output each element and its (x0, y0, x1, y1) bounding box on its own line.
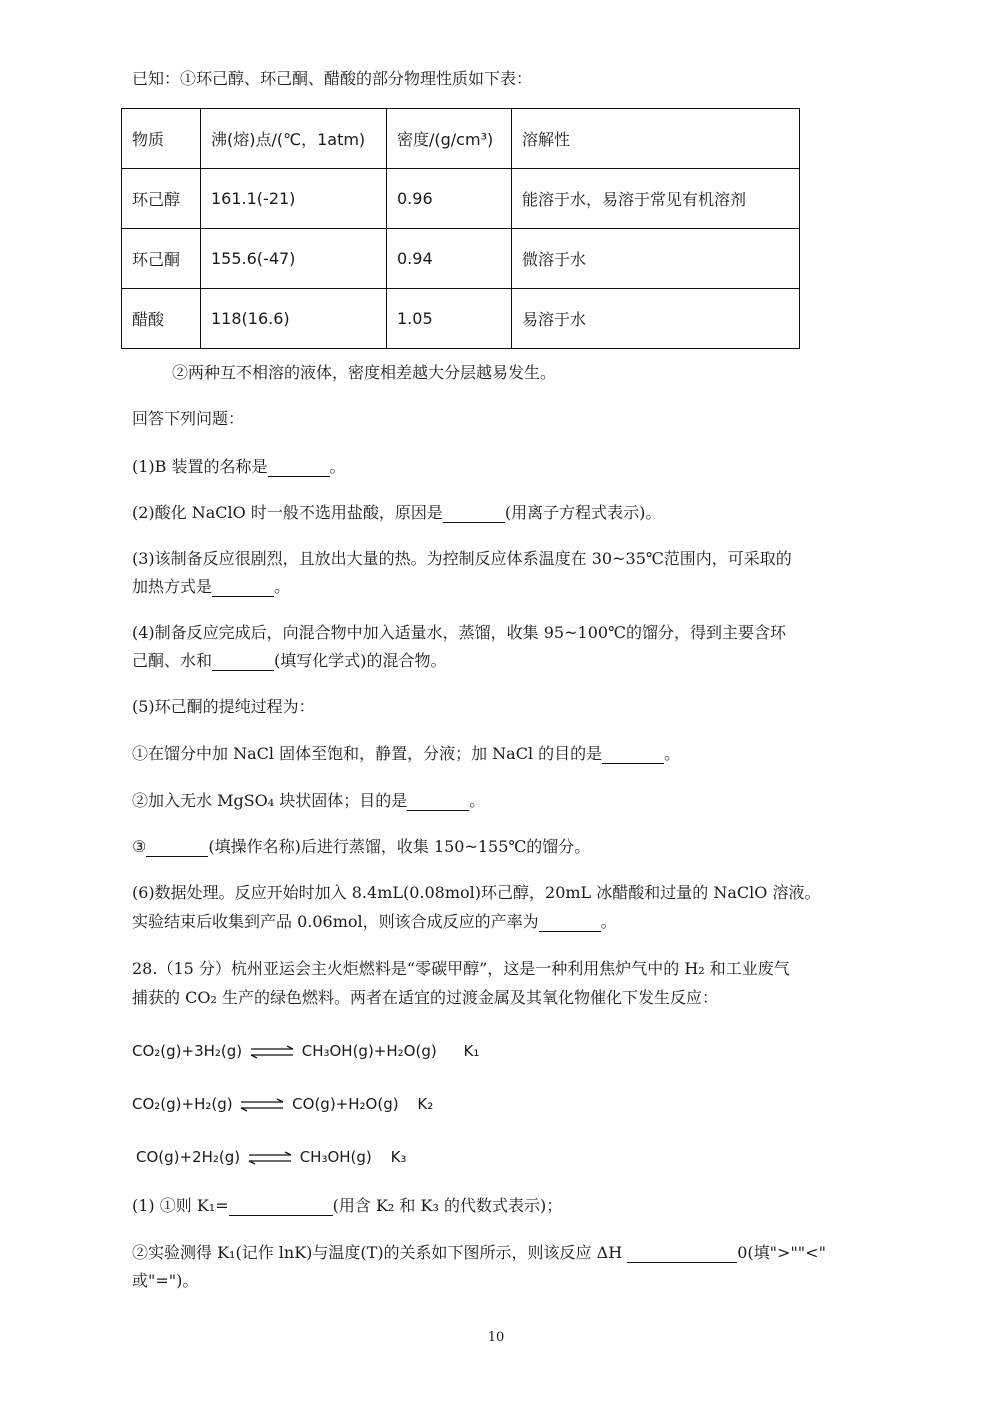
equilibrium-constant: K₃ (390, 1148, 407, 1166)
table-row (122, 289, 800, 349)
properties-table (121, 108, 800, 349)
table-cell: 0.96 (387, 169, 512, 229)
question-text: (用离子方程式表示)。 (504, 503, 662, 522)
question-text: 。 (664, 744, 681, 763)
table-cell: 161.1(-21) (201, 169, 387, 229)
table-cell: 0.94 (387, 229, 512, 289)
answer-blank (443, 503, 505, 523)
question-text: (填操作名称)后进行蒸馏，收集 150~155℃的馏分。 (208, 837, 591, 856)
question-5-heading: (5)环己酮的提纯过程为： (132, 697, 315, 716)
equilibrium-arrow-icon (239, 1098, 285, 1112)
table-cell: 能溶于水，易溶于常见有机溶剂 (512, 169, 800, 229)
answer-blank (268, 457, 330, 477)
table-cell: 1.05 (387, 289, 512, 349)
question-text: 。 (600, 912, 617, 931)
question-text: 。 (274, 577, 291, 596)
equation-2 (132, 1095, 433, 1113)
table-header-row (122, 109, 800, 169)
equation-reactants: CO₂(g)+H₂(g) (132, 1095, 233, 1113)
question-5-step-2 (132, 788, 485, 811)
equilibrium-constant: K₂ (417, 1095, 434, 1113)
answer-blank (539, 912, 601, 932)
question-6-line-1: (6)数据处理。反应开始时加入 8.4mL(0.08mol)环己醇，20mL 冰醋酸和过量的 NaClO 溶液。 (132, 883, 821, 902)
question-text: 0(填">""<" (737, 1243, 826, 1262)
question-28-1 (132, 1193, 562, 1216)
question-28-2-line-1 (132, 1240, 826, 1263)
equation-products: CH₃OH(g) (299, 1148, 372, 1166)
question-text: ①在馏分中加 NaCl 固体至饱和，静置，分液；加 NaCl 的目的是 (132, 744, 603, 763)
question-4-line-1: (4)制备反应完成后，向混合物中加入适量水，蒸馏，收集 95~100℃的馏分，得到主要含环 (132, 623, 786, 642)
equation-1 (132, 1042, 479, 1060)
equilibrium-constant: K₁ (463, 1042, 480, 1060)
question-text: (2)酸化 NaClO 时一般不选用盐酸，原因是 (132, 503, 443, 522)
question-text: (1) ①则 K₁= (132, 1196, 229, 1215)
table-header-cell: 物质 (122, 109, 201, 169)
table-cell: 环己酮 (122, 229, 201, 289)
table-cell: 118(16.6) (201, 289, 387, 349)
answer-heading: 回答下列问题： (132, 409, 245, 428)
question-text: 。 (469, 791, 486, 810)
table-header-cell: 溶解性 (512, 109, 800, 169)
table-cell: 155.6(-47) (201, 229, 387, 289)
equation-reactants: CO₂(g)+3H₂(g) (132, 1042, 243, 1060)
answer-blank (212, 651, 274, 671)
table-cell: 醋酸 (122, 289, 201, 349)
question-text: ②实验测得 K₁(记作 lnK)与温度(T)的关系如下图所示，则该反应 ΔH (132, 1243, 628, 1262)
question-28-2-line-2: 或"=")。 (132, 1271, 199, 1290)
table-header-cell: 密度/(g/cm³) (387, 109, 512, 169)
answer-blank (212, 577, 274, 597)
answer-blank (627, 1243, 737, 1263)
table-row (122, 229, 800, 289)
question-5-step-1 (132, 741, 680, 764)
question-28-line-2: 捕获的 CO₂ 生产的绿色燃料。两者在适宜的过渡金属及其氧化物催化下发生反应： (132, 988, 718, 1007)
question-text: 加热方式是 (132, 577, 213, 596)
table-cell: 微溶于水 (512, 229, 800, 289)
question-text: 实验结束后收集到产品 0.06mol，则该合成反应的产率为 (132, 912, 539, 931)
table-cell: 易溶于水 (512, 289, 800, 349)
question-1 (132, 454, 346, 477)
question-3-line-2 (132, 574, 290, 597)
question-text: (1)B 装置的名称是 (132, 457, 268, 476)
question-text: 。 (329, 457, 346, 476)
question-text: (填写化学式)的混合物。 (274, 651, 447, 670)
question-2 (132, 500, 661, 523)
answer-blank (146, 837, 208, 857)
table-header-cell: 沸(熔)点/(℃，1atm) (201, 109, 387, 169)
question-6-line-2 (132, 909, 617, 932)
equilibrium-arrow-icon (249, 1045, 295, 1059)
question-4-line-2 (132, 648, 447, 671)
table-row (122, 169, 800, 229)
page-number: 10 (487, 1330, 505, 1345)
answer-blank (602, 744, 664, 764)
equation-products: CH₃OH(g)+H₂O(g) (301, 1042, 437, 1060)
equation-3 (136, 1148, 406, 1166)
question-28-line-1: 28.（15 分）杭州亚运会主火炬燃料是“零碳甲醇”，这是一种利用焦炉气中的 H₂ 和工业废气 (132, 959, 790, 978)
equation-products: CO(g)+H₂O(g) (292, 1095, 399, 1113)
question-text: (用含 K₂ 和 K₃ 的代数式表示)； (332, 1196, 563, 1215)
question-text: ②加入无水 MgSO₄ 块状固体；目的是 (132, 791, 408, 810)
question-text: ③ (132, 837, 147, 856)
equation-reactants: CO(g)+2H₂(g) (136, 1148, 241, 1166)
answer-blank (229, 1196, 333, 1216)
table-cell: 环己醇 (122, 169, 201, 229)
intro-text: 已知：①环己醇、环己酮、醋酸的部分物理性质如下表： (132, 69, 533, 88)
question-3-line-1: (3)该制备反应很剧烈，且放出大量的热。为控制反应体系温度在 30~35℃范围内，可采取的 (132, 549, 792, 568)
question-5-step-3 (132, 834, 590, 857)
note-2: ②两种互不相溶的液体，密度相差越大分层越易发生。 (172, 363, 557, 382)
question-text: 己酮、水和 (132, 651, 213, 670)
answer-blank (407, 791, 469, 811)
equilibrium-arrow-icon (247, 1151, 293, 1165)
